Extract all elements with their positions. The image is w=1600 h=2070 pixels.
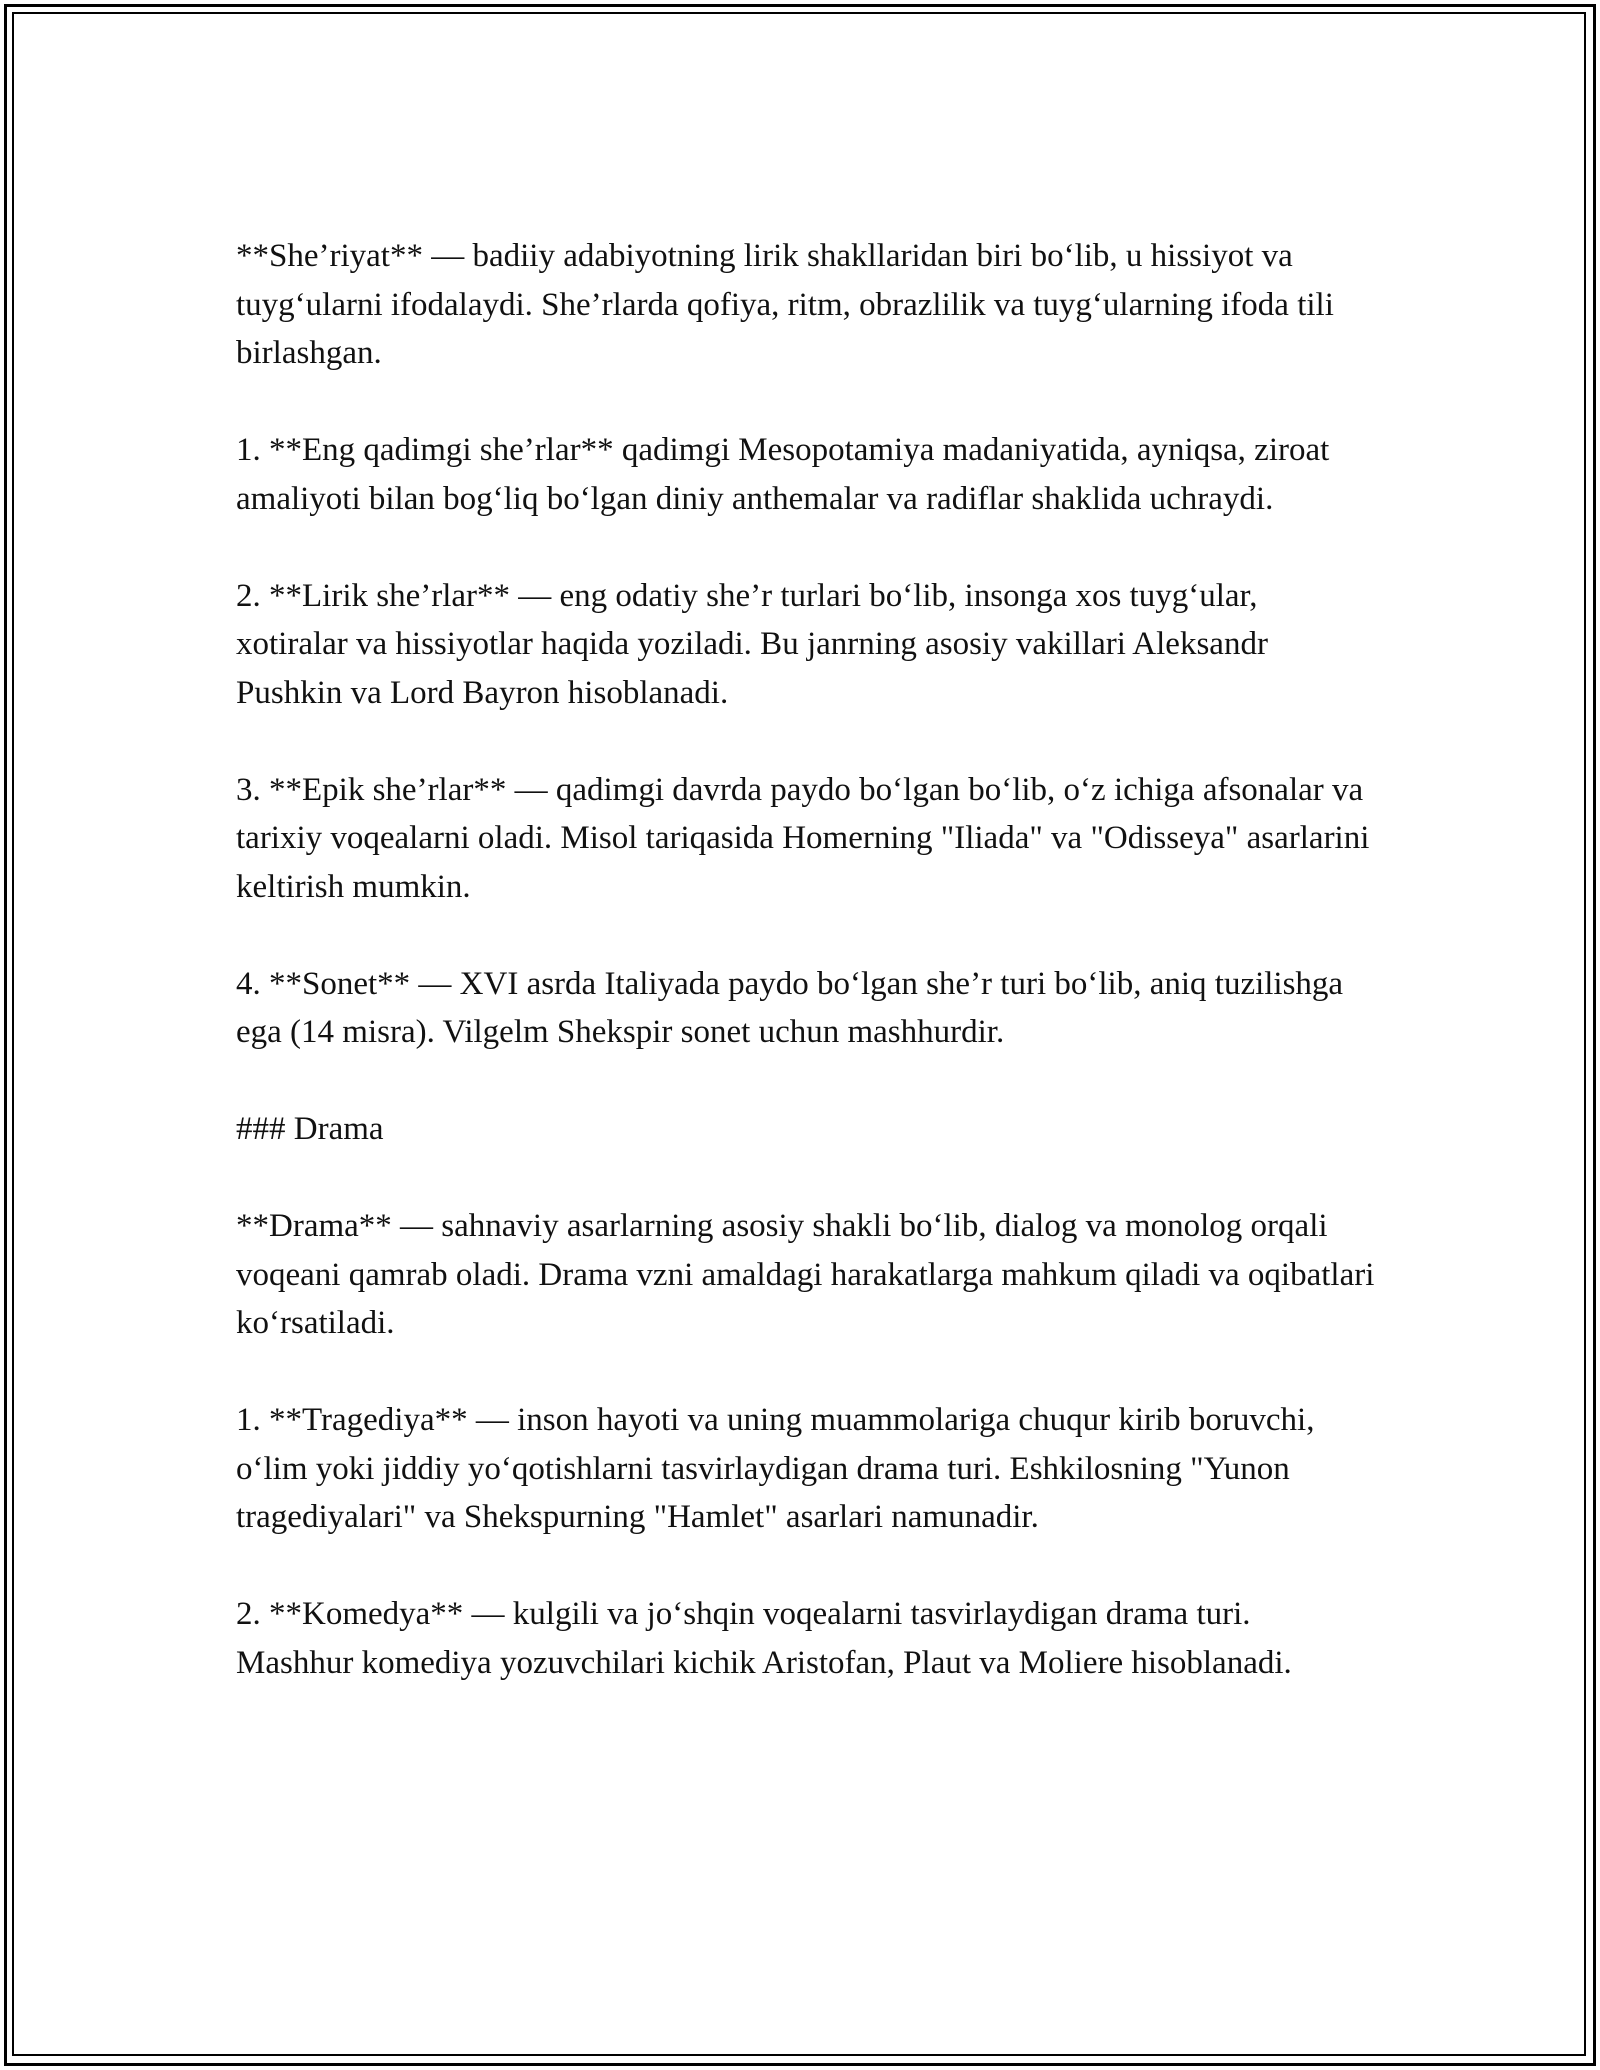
paragraph-tragediya: 1. **Tragediya** — inson hayoti va uning muammolariga chuqur kirib boruvchi, o‘lim yoki jiddiy yo‘qotishlarni tasvirlaydigan drama turi. Eshkilosning "Yunon tragediyalari" va Shekspurning "Hamlet" asarlari namunadir. — [236, 1402, 1315, 1535]
paragraph-sheriyat-intro: **She’riyat** — badiiy adabiyotning lirik shakllaridan biri bo‘lib, u hissiyot va tuyg‘ularni ifodalaydi. She’rlarda qofiya, ritm, obrazlilik va tuyg‘ularning ifoda tili birlashgan. — [236, 238, 1334, 371]
paragraph-komedya: 2. **Komedya** — kulgili va jo‘shqin voqealarni tasvirlaydigan drama turi. Mashhur komediya yozuvchilari kichik Aristofan, Plaut va Moliere hisoblanadi. — [236, 1596, 1292, 1681]
heading-drama: ### Drama — [236, 1111, 384, 1147]
document-body — [236, 232, 1376, 1687]
paragraph-epik: 3. **Epik she’rlar** — qadimgi davrda paydo bo‘lgan bo‘lib, o‘z ichiga afsonalar va tarixiy voqealarni oladi. Misol tariqasida Homerning "Iliada" va "Odisseya" asarlarini keltirish mumkin. — [236, 771, 1370, 905]
paragraph-drama-intro: **Drama** — sahnaviy asarlarning asosiy shakli bo‘lib, dialog va monolog orqali voqeani qamrab oladi. Drama vzni amaldagi harakatlarga mahkum qiladi va oqibatlari ko‘rsatiladi. — [236, 1208, 1375, 1341]
paragraph-lirik: 2. **Lirik she’rlar** — eng odatiy she’r turlari bo‘lib, insonga xos tuyg‘ular, xotiralar va hissiyotlar haqida yoziladi. Bu janrning asosiy vakillari Aleksandr Pushkin va Lord Bayron hisoblanadi. — [236, 577, 1268, 711]
paragraph-sonet: 4. **Sonet** — XVI asrda Italiyada paydo bo‘lgan she’r turi bo‘lib, aniq tuzilishga ega (14 misra). Vilgelm Shekspir sonet uchun mashhurdir. — [236, 965, 1344, 1050]
paragraph-eng-qadimgi: 1. **Eng qadimgi she’rlar** qadimgi Mesopotamiya madaniyatida, ayniqsa, ziroat amaliyoti bilan bog‘liq bo‘lgan diniy anthemalar va radiflar shaklida uchraydi. — [236, 432, 1330, 517]
